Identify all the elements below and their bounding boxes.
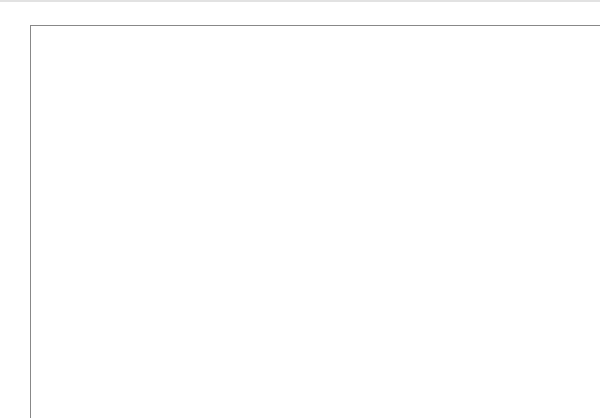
table-frame [30,25,600,418]
top-border [0,0,600,2]
